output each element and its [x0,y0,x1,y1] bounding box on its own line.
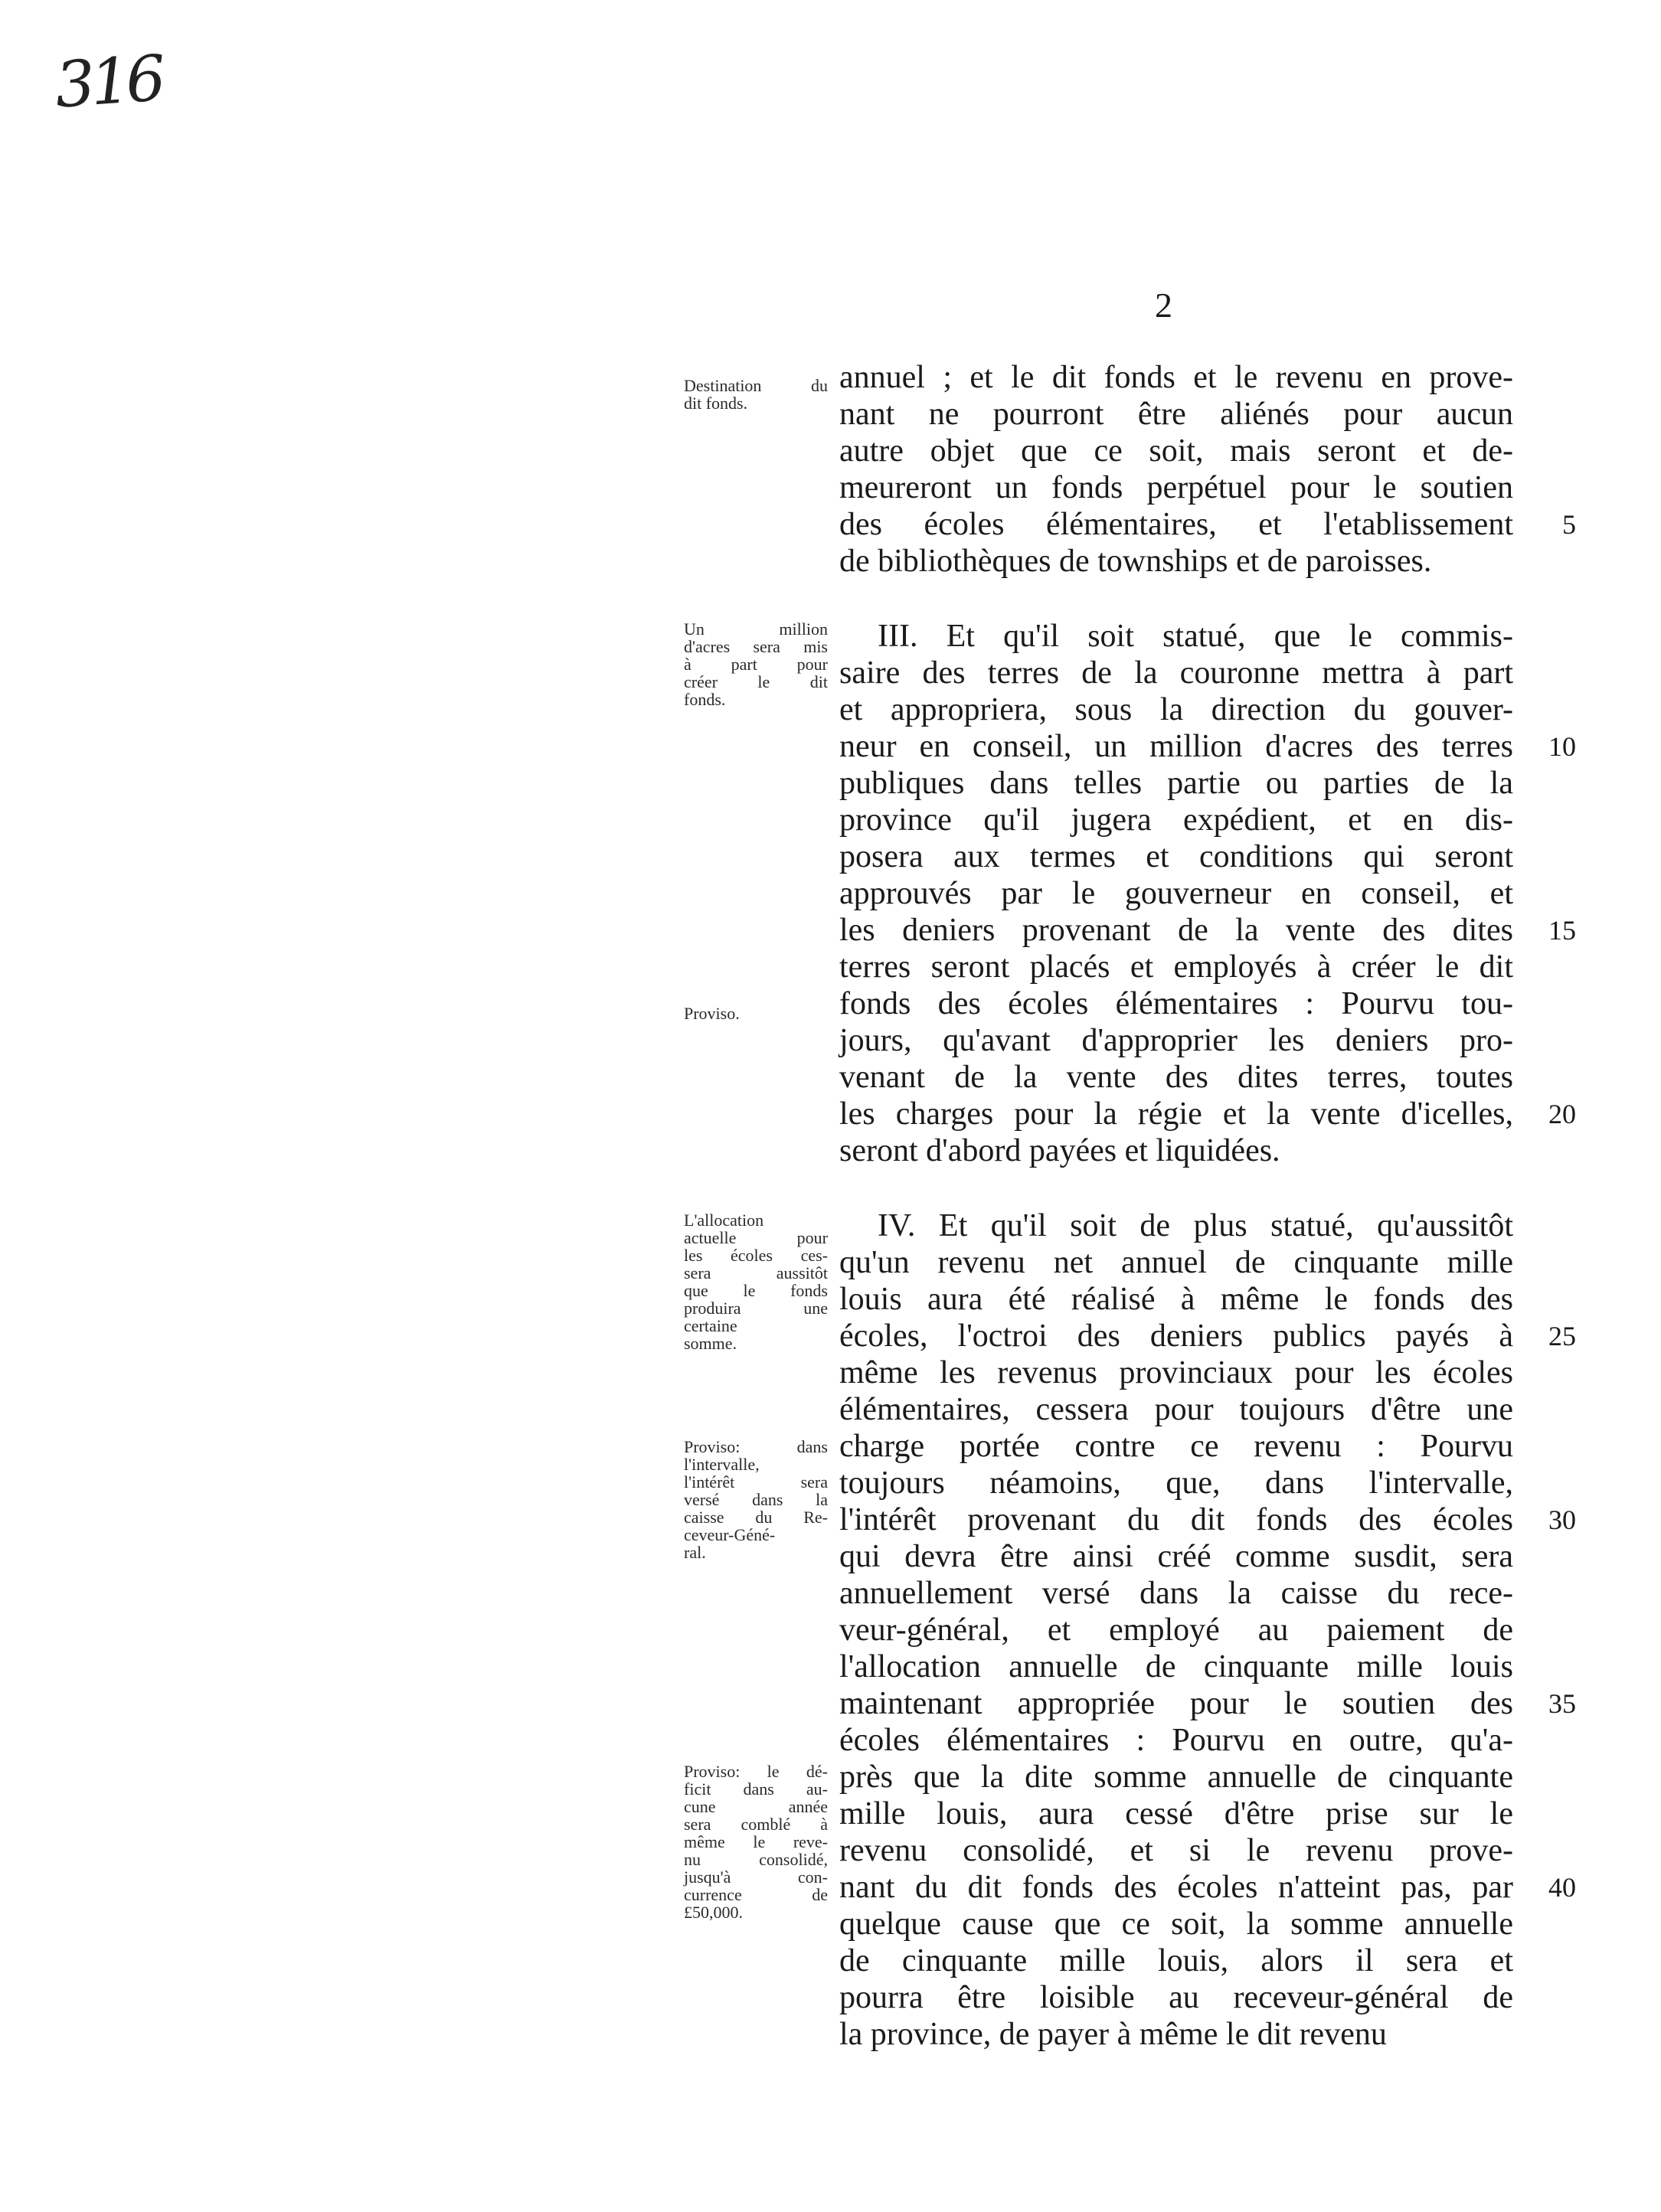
body-line: annuellement versé dans la caisse du rece- [839,1576,1513,1611]
body-line: et appropriera, sous la direction du gouver- [839,692,1513,727]
section-heading-line: IV. Et qu'il soit de plus statué, qu'aussitôt [878,1208,1513,1243]
body-line: saire des terres de la couronne mettra à part [839,655,1513,691]
marginal-note [684,1438,828,1561]
body-line: approuvés par le gouverneur en conseil, et [839,876,1513,911]
body-line: meureront un fonds perpétuel pour le soutien [839,470,1513,505]
body-line: jours, qu'avant d'approprier les deniers pro- [839,1023,1513,1058]
body-line: posera aux termes et conditions qui seront [839,839,1513,874]
line-number: 20 [1548,1099,1576,1129]
note-line: l'intervalle, [684,1455,760,1474]
body-line: publiques dans telles partie ou parties de la [839,766,1513,801]
body-line: veur-général, et employé au paiement de [839,1612,1513,1648]
body-line: de bibliothèques de townships et de paroisses. [839,544,1432,579]
body-line: même les revenus provinciaux pour les écoles [839,1355,1513,1390]
body-line: annuel ; et le dit fonds et le revenu en prove- [839,360,1513,395]
note-line: cune année [684,1797,828,1816]
note-line: ficit dans au- [684,1779,828,1799]
note-line: l'intérêt sera [684,1472,828,1492]
section-heading-line: III. Et qu'il soit statué, que le commis- [878,619,1513,654]
body-line: pourra être loisible au receveur-général de [839,1980,1513,2015]
line-number: 25 [1548,1321,1576,1351]
note-line: à part pour [684,655,828,674]
note-line: Un million [684,619,828,639]
note-line: d'acres sera mis [684,637,828,656]
note-line: sera comblé à [684,1815,828,1834]
marginal-note [684,377,828,412]
note-line: somme. [684,1334,737,1353]
marginal-note [684,1763,828,1921]
note-line: nu consolidé, [684,1850,828,1869]
body-line: province qu'il jugera expédient, et en dis- [839,802,1513,838]
note-line: certaine [684,1316,737,1335]
body-line: revenu consolidé, et si le revenu prove- [839,1833,1513,1868]
line-number: 35 [1548,1688,1576,1719]
body-line: qu'un revenu net annuel de cinquante mille [839,1245,1513,1280]
body-line: l'intérêt provenant du dit fonds des écoles [839,1502,1513,1537]
body-line: neur en conseil, un million d'acres des terres [839,729,1513,764]
body-line: charge portée contre ce revenu : Pourvu [839,1429,1513,1464]
body-line: de cinquante mille louis, alors il sera et [839,1943,1513,1978]
marginal-note [684,1005,828,1022]
line-number: 5 [1562,509,1576,540]
note-line: fonds. [684,690,726,709]
body-line: fonds des écoles élémentaires : Pourvu tou- [839,986,1513,1021]
note-line: dit fonds. [684,394,748,413]
note-line: actuelle pour [684,1228,828,1247]
note-line: sera aussitôt [684,1263,828,1282]
line-number: 30 [1548,1505,1576,1535]
note-line: jusqu'à con- [684,1867,828,1887]
body-line: toujours néamoins, que, dans l'intervalle, [839,1465,1513,1501]
body-line: les deniers provenant de la vente des dites [839,913,1513,948]
note-line: Proviso: dans [684,1437,828,1456]
note-line: créer le dit [684,672,828,691]
page-number: 2 [1155,286,1172,325]
body-line: des écoles élémentaires, et l'etablissement [839,507,1513,542]
note-line: L'allocation [684,1211,764,1230]
handwritten-folio-number: 316 [52,42,164,123]
body-line: venant de la vente des dites terres, toutes [839,1060,1513,1095]
note-line: caisse du Re- [684,1508,828,1527]
body-line: qui devra être ainsi créé comme susdit, sera [839,1539,1513,1574]
body-line: terres seront placés et employés à créer le dit [839,949,1513,985]
body-line: écoles élémentaires : Pourvu en outre, qu'a- [839,1723,1513,1758]
note-line: ceveur-Géné- [684,1525,776,1544]
note-line: Destination du [684,376,828,395]
body-line: élémentaires, cessera pour toujours d'être une [839,1392,1513,1427]
note-line: que le fonds [684,1281,828,1300]
line-number: 15 [1548,915,1576,946]
body-line: nant ne pourront être aliénés pour aucun [839,397,1513,432]
body-line: seront d'abord payées et liquidées. [839,1133,1280,1168]
body-line: les charges pour la régie et la vente d'icelles, [839,1096,1513,1132]
body-line: maintenant appropriée pour le soutien des [839,1686,1513,1721]
body-line: louis aura été réalisé à même le fonds des [839,1282,1513,1317]
note-line: ral. [684,1543,706,1562]
marginal-note [684,1211,828,1352]
body-line: nant du dit fonds des écoles n'atteint pas, par [839,1870,1513,1905]
marginal-note [684,620,828,708]
body-line: quelque cause que ce soit, la somme annuelle [839,1907,1513,1942]
body-line: mille louis, aura cessé d'être prise sur le [839,1796,1513,1831]
body-line: l'allocation annuelle de cinquante mille louis [839,1649,1513,1684]
note-line: £50,000. [684,1903,743,1922]
line-number: 10 [1548,731,1576,762]
note-line: les écoles ces- [684,1246,828,1265]
body-line: écoles, l'octroi des deniers publics payés à [839,1318,1513,1354]
note-line: même le reve- [684,1832,828,1851]
line-number: 40 [1548,1872,1576,1903]
note-line: produira une [684,1299,828,1318]
note-line: Proviso: le dé- [684,1762,828,1781]
note-line: versé dans la [684,1490,828,1509]
body-line: la province, de payer à même le dit revenu [839,2017,1387,2052]
note-line: Proviso. [684,1004,740,1023]
note-line: currence de [684,1885,828,1904]
body-line: près que la dite somme annuelle de cinquante [839,1759,1513,1795]
body-line: autre objet que ce soit, mais seront et de- [839,433,1513,469]
